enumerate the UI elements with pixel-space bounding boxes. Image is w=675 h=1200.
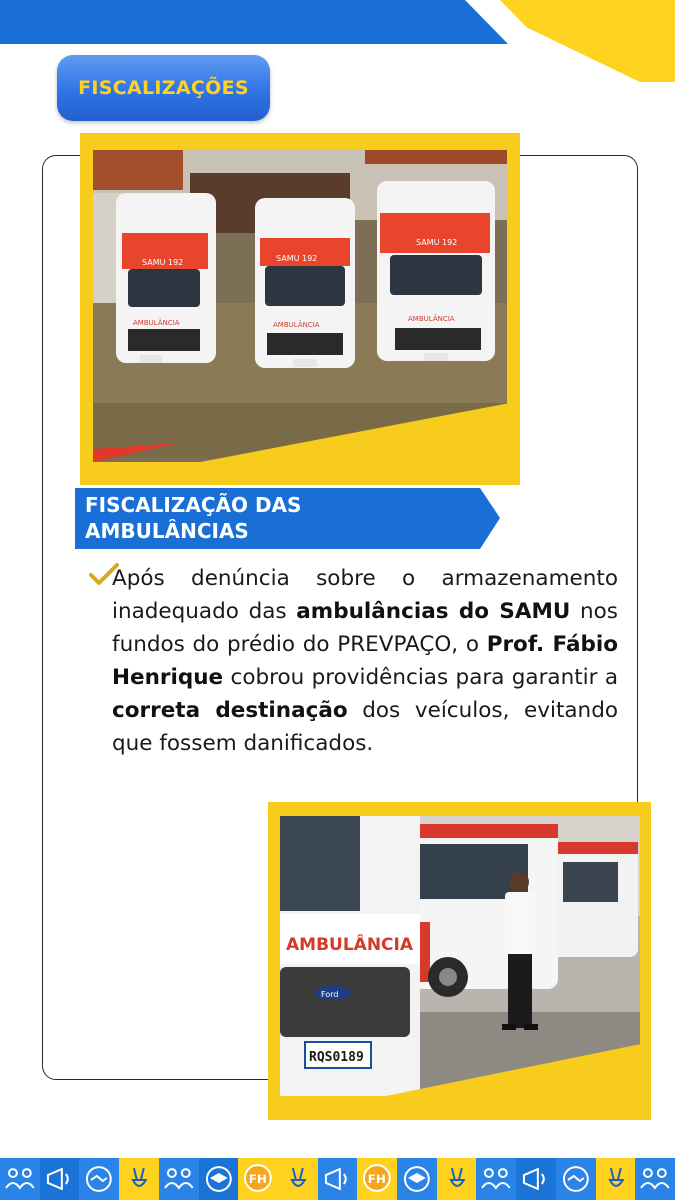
ambulance-hood-text: AMBULÂNCIA (273, 321, 320, 329)
ambulances-aerial-photo (80, 133, 520, 485)
svg-text:FH: FH (249, 1171, 268, 1186)
graduation-cap-icon (397, 1158, 437, 1200)
body-text: nos fundos do prédio do PREVPAÇO, o (112, 599, 618, 657)
body-text: cobrou providências para garantir a (223, 665, 618, 690)
brand-logo-text: Ford (321, 990, 339, 999)
megaphone-icon (516, 1158, 556, 1200)
body-paragraph (112, 562, 618, 760)
license-plate: RQS0189 (309, 1050, 364, 1065)
group-icon (476, 1158, 516, 1200)
peace-hand-icon (596, 1158, 636, 1200)
footer-icon-strip (0, 1158, 675, 1200)
graduation-cap-icon (199, 1158, 239, 1200)
hood-text: AMBULÂNCIA (286, 935, 414, 955)
fh-logo-icon (238, 1158, 278, 1200)
ambulance-roof-text: SAMU 192 (142, 258, 184, 267)
section-title-line1: FISCALIZAÇÃO DAS (85, 493, 302, 517)
peace-hand-icon (119, 1158, 159, 1200)
section-title-banner (75, 488, 500, 549)
section-title-line2: AMBULÂNCIAS (85, 519, 249, 543)
ambulance-inspection-photo (268, 802, 651, 1120)
megaphone-icon (318, 1158, 358, 1200)
ambulance-roof-text: SAMU 192 (276, 254, 318, 263)
ambulance-hood-text: AMBULÂNCIA (408, 315, 455, 323)
section-title (85, 492, 301, 544)
section-badge (57, 55, 270, 121)
handshake-icon (79, 1158, 119, 1200)
ambulance-hood-text: AMBULÂNCIA (133, 319, 180, 327)
section-badge-label: FISCALIZAÇÕES (78, 77, 249, 99)
body-text: dos veículos, evitando que fossem danificados. (112, 698, 618, 756)
peace-hand-icon (278, 1158, 318, 1200)
body-text-bold: Prof. Fábio Henrique (112, 632, 618, 690)
handshake-icon (556, 1158, 596, 1200)
svg-text:FH: FH (368, 1171, 387, 1186)
group-icon (635, 1158, 675, 1200)
body-text-bold: ambulâncias do SAMU (296, 599, 571, 624)
fh-logo-icon (357, 1158, 397, 1200)
peace-hand-icon (437, 1158, 477, 1200)
body-text-bold: correta destinação (112, 698, 348, 723)
group-icon (0, 1158, 40, 1200)
ambulance-roof-text: SAMU 192 (416, 238, 458, 247)
megaphone-icon (40, 1158, 80, 1200)
group-icon (159, 1158, 199, 1200)
body-text: Após denúncia sobre o armazenamento inadequado das (112, 566, 618, 624)
